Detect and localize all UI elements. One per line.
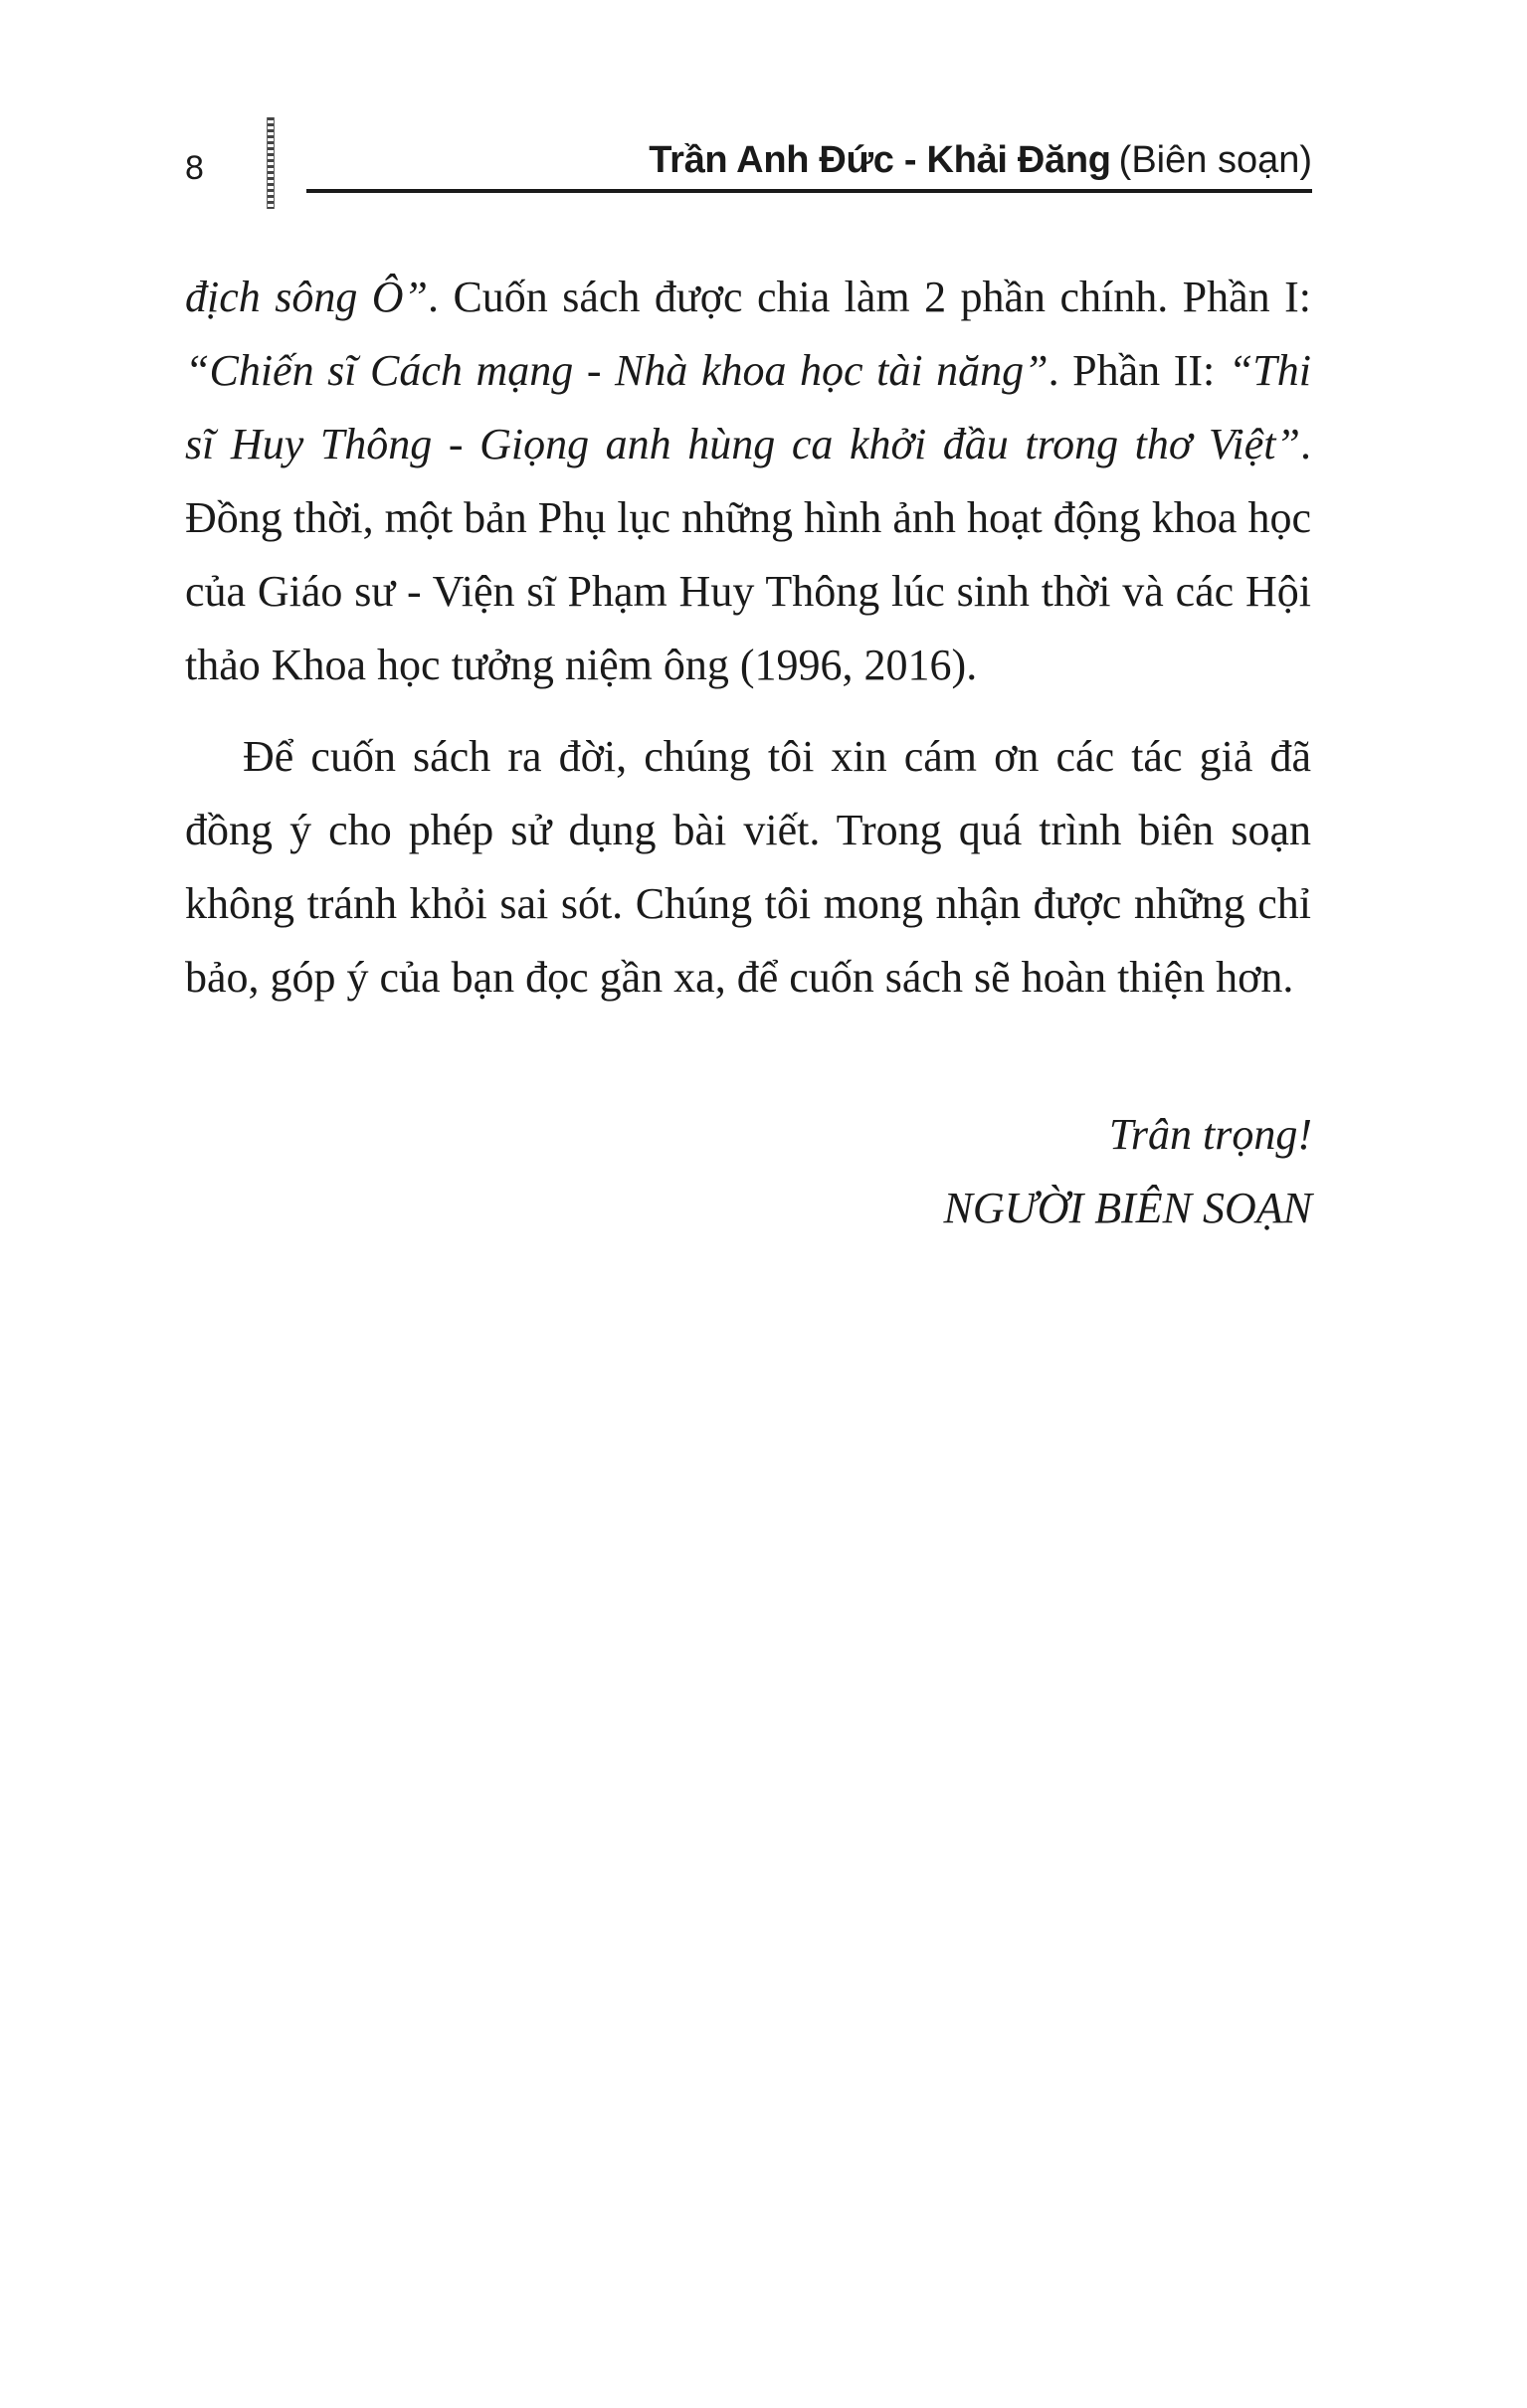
running-head bbox=[649, 139, 1312, 182]
signature-block bbox=[944, 1098, 1312, 1245]
page-header bbox=[0, 0, 1527, 219]
paragraph-1 bbox=[185, 261, 1311, 702]
signature-signer: NGƯỜI BIÊN SOẠN bbox=[943, 1184, 1312, 1232]
running-head-authors: Trần Anh Đức - Khải Đăng bbox=[649, 139, 1111, 181]
header-ornament bbox=[267, 117, 275, 209]
body-text bbox=[185, 261, 1311, 1032]
paragraph-2: Để cuốn sách ra đời, chúng tôi xin cám ơn các tác giả đã đồng ý cho phép sử dụng bài viết. Trong quá trình biên soạn không tránh khỏi sai sót. Chúng tôi mong nhận được những chỉ bảo, góp ý của bạn đọc gần xa, để cuốn sách sẽ hoàn thiện hơn. bbox=[185, 732, 1311, 1002]
paragraph-1-text-2: . Phần II: bbox=[1048, 346, 1229, 395]
running-head-role: (Biên soạn) bbox=[1118, 139, 1312, 181]
paragraph-1-text-3: . Đồng thời, một bản Phụ lục những hình ảnh hoạt động khoa học của Giáo sư - Viện sĩ Phạm Huy Thông lúc sinh thời và các Hội thảo Khoa học tưởng niệm ông (1996, 2016). bbox=[185, 420, 1311, 689]
paragraph-1-italic-1: địch sông Ô” bbox=[185, 273, 429, 321]
header-rule bbox=[306, 189, 1312, 193]
paragraph-1-text-1: . Cuốn sách được chia làm 2 phần chính. Phần I: bbox=[428, 273, 1311, 321]
page-number: 8 bbox=[185, 149, 204, 187]
signature-closing: Trân trọng! bbox=[1108, 1110, 1312, 1159]
paragraph-1-italic-2: “Chiến sĩ Cách mạng - Nhà khoa học tài năng” bbox=[185, 346, 1049, 395]
paragraph-1-italic-3: “Thi sĩ Huy Thông - Giọng anh hùng ca khởi đầu trong thơ Việt” bbox=[185, 346, 1311, 468]
